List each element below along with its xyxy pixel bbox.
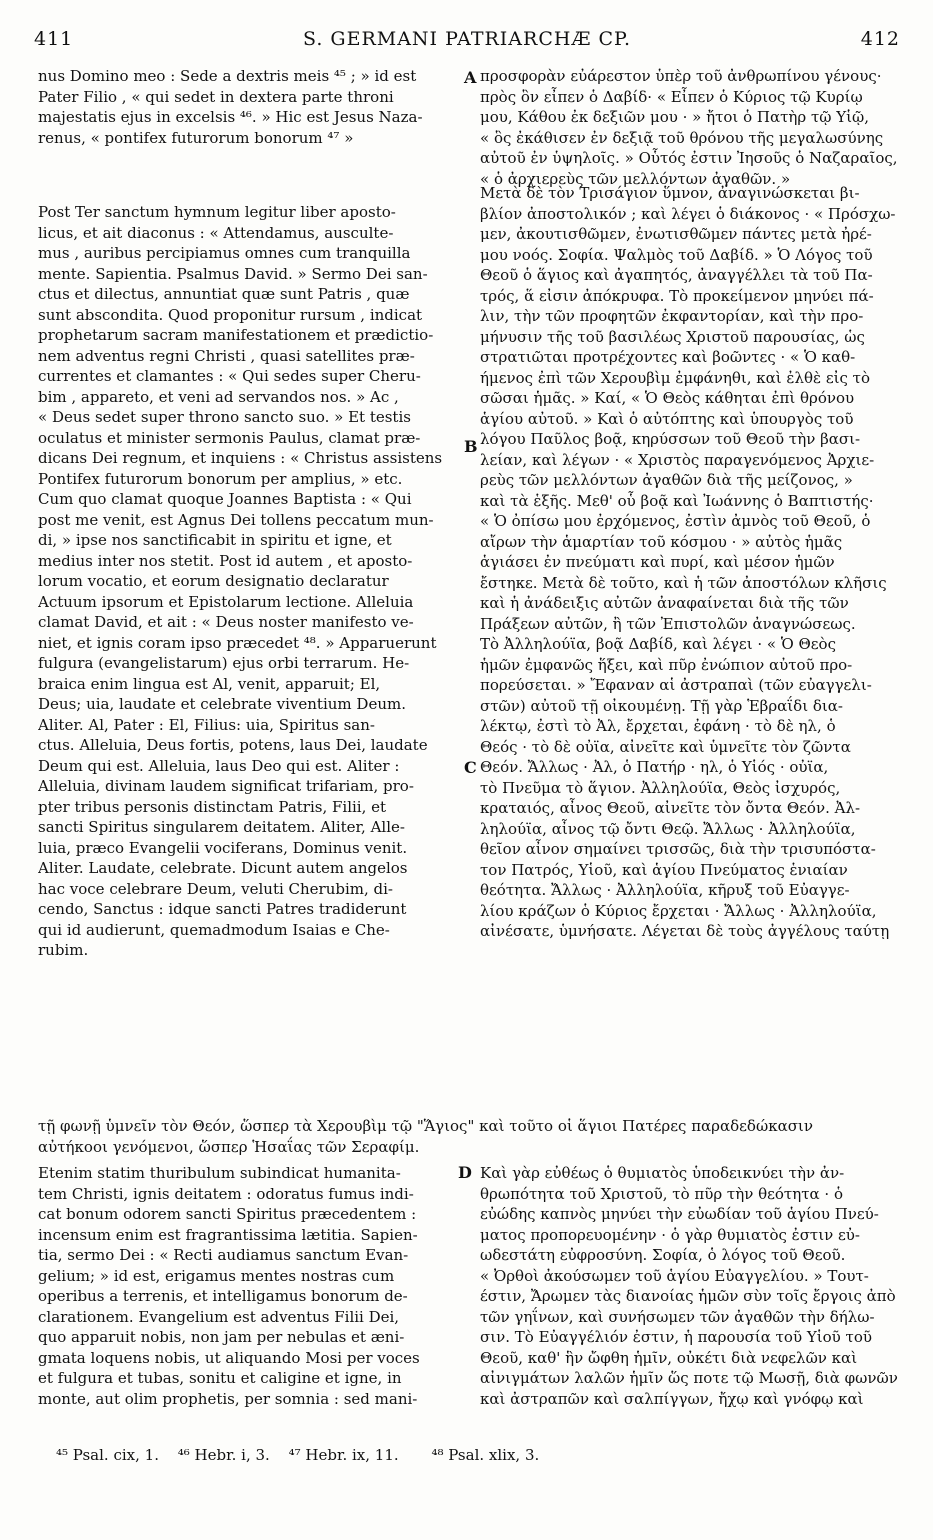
- margin-marker-a: A: [464, 68, 477, 87]
- text-line: Πράξεων αὐτῶν, ἢ τῶν Ἐπιστολῶν ἀναγνώσεως.: [480, 614, 856, 633]
- text-line: hac voce celebrare Deum, veluti Cherubim, di-: [38, 879, 394, 898]
- text-line: αἰνέσατε, ὑμνήσατε. Λέγεται δὲ τοὺς ἀγγέλους ταύτῃ: [480, 922, 890, 940]
- text-line: Post Ter sanctum hymnum legitur liber aposto-: [38, 203, 396, 221]
- text-line: niet, et ignis coram ipso præcedet ⁴⁸. » Apparuerunt: [38, 633, 437, 652]
- text-line: θεότητα. Ἄλλως · Ἀλληλούϊα, κῆρυξ τοῦ Εὐαγγε-: [480, 881, 850, 899]
- text-line: mente. Sapientia. Psalmus David. » Sermo Dei san-: [38, 264, 428, 283]
- footnote-47: ⁴⁷ Hebr. ix, 11.: [288, 1446, 399, 1464]
- text-line: ματος προπορευομένην · ὁ γὰρ θυμιατὸς ἐστιν εὐ-: [480, 1225, 860, 1244]
- text-line: καὶ τὰ ἑξῆς. Μεθ' οὗ βοᾷ καὶ Ἰωάννης ὁ Βαπτιστής·: [480, 491, 874, 510]
- margin-marker-d: D: [458, 1163, 472, 1182]
- text-line: λείαν, καὶ λέγων · « Χριστὸς παραγενόμενος Ἀρχιε-: [480, 450, 875, 469]
- latin-column-top: [38, 66, 458, 148]
- text-line: πρὸς ὃν εἶπεν ὁ Δαβίδ· « Εἶπεν ὁ Κύριος τῷ Κυρίῳ: [480, 87, 863, 106]
- text-line: Actuum ipsorum et Epistolarum lectione. Alleluia: [38, 592, 414, 611]
- text-line: ctus et dilectus, annuntiat quæ sunt Patris , quæ: [38, 285, 410, 303]
- text-line: Pater Filio , « qui sedet in dextera parte throni: [38, 87, 394, 106]
- text-line: προσφορὰν εὐάρεστον ὑπὲρ τοῦ ἀνθρωπίνου γένους·: [480, 67, 882, 85]
- text-line: nus Domino meo : Sede a dextris meis ⁴⁵ ; » id est: [38, 67, 417, 85]
- text-line: gmata loquens nobis, ut aliquando Mosi per voces: [38, 1348, 420, 1367]
- text-line: ήμενος ἐπὶ τῶν Χερουβὶμ ἐμφάνηθι, καὶ ἐλθὲ εἰς τὸ: [480, 368, 870, 387]
- text-line: currentes et clamantes : « Qui sedes super Cheru-: [38, 367, 421, 385]
- latin-column-bottom: [38, 1163, 458, 1409]
- text-line: ctus. Alleluia, Deus fortis, potens, laus Dei, laudate: [38, 736, 428, 754]
- text-line: Θεός · τὸ δὲ οὐϊα, αἰνεῖτε καὶ ὑμνεῖτε τὸν ζῶντα: [480, 737, 851, 756]
- footnote-48: ⁴⁸ Psal. xlix, 3.: [431, 1446, 540, 1464]
- text-line: σῶσαι ἡμᾶς. » Καί, « Ὁ Θεὸς κάθηται ἐπὶ θρόνου: [480, 389, 855, 407]
- text-line: quo apparuit nobis, non jam per nebulas et æni-: [38, 1328, 405, 1346]
- text-line: βλίον ἀποστολικόν ; καὶ λέγει ὁ διάκονος · « Πρόσχω-: [480, 204, 896, 223]
- text-line: gelium; » id est, erigamus mentes nostras cum: [38, 1266, 395, 1285]
- text-line: Alleluia, divinam laudem significat trifariam, pro-: [38, 777, 414, 795]
- text-line: ἡμῶν ἐμφανῶς ἥξει, καὶ πῦρ ἐνώπιον αὐτοῦ προ-: [480, 655, 853, 674]
- text-line: έστιν, Ἄρωμεν τὰς διανοίας ἡμῶν σὺν τοῖς ἔργοις ἀπὸ: [480, 1287, 896, 1305]
- text-line: λίου κράζων ὁ Κύριος ἔρχεται · Ἄλλως · Ἀλληλούϊα,: [480, 901, 877, 920]
- text-line: pter tribus personis distinctam Patris, Filii, et: [38, 797, 387, 816]
- text-line: et fulgura et tubas, sonitu et caligine et igne, in: [38, 1369, 402, 1387]
- text-line: mus , auribus percipiamus omnes cum tranquilla: [38, 244, 411, 262]
- text-line: λόγου Παῦλος βοᾷ, κηρύσσων τοῦ Θεοῦ τὴν βασι-: [480, 430, 861, 448]
- text-line: αἴρων τὴν ἁμαρτίαν τοῦ κόσμου · » αὐτὸς ἡμᾶς: [480, 532, 843, 551]
- page-title: S. GERMANI PATRIARCHÆ CP.: [302, 28, 632, 50]
- footnote-46: ⁴⁶ Hebr. i, 3.: [177, 1446, 270, 1464]
- text-line: Τὸ Ἀλληλούϊα, βοᾷ Δαβίδ, καὶ λέγει · « Ὁ Θεὸς: [480, 635, 836, 653]
- text-line: clamat David, et ait : « Deus noster manifesto ve-: [38, 613, 414, 631]
- text-line: λιν, τὴν τῶν προφητῶν ἐκφαντορίαν, καὶ τὴν προ-: [480, 307, 864, 325]
- text-line: renus, « pontifex futurorum bonorum ⁴⁷ »: [38, 128, 354, 147]
- text-line: sancti Spiritus singularem deitatem. Aliter, Alle-: [38, 818, 405, 836]
- text-line: oculatus et minister sermonis Paulus, clamat præ-: [38, 428, 421, 447]
- text-line: bim , appareto, et veni ad servandos nos. » Ac ,: [38, 387, 399, 406]
- text-line: « Ὁ ὀπίσω μου ἐρχόμενος, ἐστὶν ἀμνὸς τοῦ Θεοῦ, ὁ: [480, 512, 871, 530]
- text-line: « Ὀρθοὶ ἀκούσωμεν τοῦ ἁγίου Εὐαγγελίου. » Τουτ-: [480, 1266, 869, 1285]
- text-line: τὸ Πνεῦμα τὸ ἅγιον. Ἀλληλούϊα, Θεὸς ἰσχυρός,: [480, 778, 841, 797]
- greek-column-middle: [480, 183, 898, 942]
- text-line: luia, præco Evangelii vociferans, Dominus venit.: [38, 838, 408, 857]
- page-number-left: 411: [34, 28, 74, 50]
- text-line: sunt abscondita. Quod proponitur rursum , indicat: [38, 305, 423, 324]
- text-line: Θεοῦ ὁ ἅγιος καὶ ἀγαπητός, ἀναγγέλλει τὰ τοῦ Πα-: [480, 266, 873, 284]
- text-line: αἰνιγμάτων λαλῶν ἡμῖν ὥς ποτε τῷ Μωσῇ, διὰ φωνῶν: [480, 1369, 898, 1387]
- text-line: incensum enim est fragrantissima lætitia. Sapien-: [38, 1225, 418, 1244]
- text-line: clarationem. Evangelium est adventus Filii Dei,: [38, 1307, 400, 1326]
- text-line: μεν, ἀκουτισθῶμεν, ἐνωτισθῶμεν πάντες μετὰ ἠρέ-: [480, 225, 872, 243]
- text-line: ωδεστάτη εὐφροσύνη. Σοφία, ὁ λόγος τοῦ Θεοῦ.: [480, 1246, 846, 1264]
- spanning-greek-line-1: τῇ φωνῇ ὑμνεῖν τὸν Θεόν, ὥσπερ τὰ Χερουβὶμ τῷ "Ἅγιος" καὶ τοῦτο οἱ ἅγιοι Πατέρες παραδεδώκασιν: [38, 1117, 813, 1135]
- text-line: ἁγίου αὐτοῦ. » Καὶ ὁ αὐτόπτης καὶ ὑπουργὸς τοῦ: [480, 409, 854, 428]
- text-line: rubim.: [38, 941, 89, 959]
- text-line: operibus a terrenis, et intelligamus bonorum de-: [38, 1287, 408, 1305]
- page-number-right: 412: [860, 28, 900, 50]
- text-line: Θεοῦ, καθ' ἣν ὤφθη ἡμῖν, οὐκέτι διὰ νεφελῶν καὶ: [480, 1348, 858, 1367]
- text-line: εὐώδης καπνὸς μηνύει τὴν εὐωδίαν τοῦ ἁγίου Πνεύ-: [480, 1205, 879, 1223]
- text-line: θρωπότητα τοῦ Χριστοῦ, τὸ πῦρ τὴν θεότητα · ὁ: [480, 1184, 843, 1203]
- text-line: Aliter. Al, Pater : El, Filius: uia, Spiritus san-: [38, 715, 375, 734]
- text-line: πορεύσεται. » Ἔφαναν αἱ ἀστραπαὶ (τῶν εὐαγγελι-: [480, 676, 872, 694]
- text-line: Pontifex futurorum bonorum per amplius, » etc.: [38, 469, 403, 488]
- greek-column-bottom: [480, 1163, 898, 1409]
- text-line: καὶ ἡ ἀνάδειξις αὐτῶν ἀναφαίνεται διὰ τῆς τῶν: [480, 594, 849, 612]
- text-line: Deum qui est. Alleluia, laus Deo qui est. Aliter :: [38, 756, 400, 775]
- text-line: nem adventus regni Christi , quasi satellites præ-: [38, 346, 415, 365]
- margin-marker-c: C: [464, 758, 477, 777]
- text-line: dicans Dei regnum, et inquiens : « Christus assistens: [38, 449, 443, 467]
- text-line: tia, sermo Dei : « Recti audiamus sanctum Evan-: [38, 1246, 409, 1264]
- text-line: Deus; uia, laudate et celebrate viventium Deum.: [38, 695, 406, 713]
- text-line: ληλούϊα, αἶνος τῷ ὄντι Θεῷ. Ἄλλως · Ἀλληλούϊα,: [480, 819, 856, 838]
- text-line: λέκτῳ, ἐστὶ τὸ Ἀλ, ἔρχεται, ἐφάνη · τὸ δὲ ηλ, ὁ: [480, 717, 836, 735]
- text-line: ἁγιάσει ἐν πνεύματι καὶ πυρί, καὶ μέσον ἡμῶν: [480, 553, 835, 571]
- text-line: monte, aut olim prophetis, per somnia : sed mani-: [38, 1389, 418, 1408]
- text-line: Cum quo clamat quoque Joannes Baptista : « Qui: [38, 490, 412, 508]
- text-line: αὐτοῦ ἐν ὑψηλοῖς. » Οὗτός ἐστιν Ἰησοῦς ὁ Ναζαραῖος,: [480, 149, 898, 167]
- latin-column-middle: [38, 202, 458, 961]
- text-line: τρός, ἅ εἰσιν ἀπόκρυφα. Τὸ προκείμενον μηνύει πά-: [480, 286, 874, 305]
- text-line: licus, et ait diaconus : « Attendamus, ausculte-: [38, 223, 394, 242]
- text-line: majestatis ejus in excelsis ⁴⁶. » Hic est Jesus Naza-: [38, 108, 423, 126]
- text-line: στρατιῶται προτρέχοντες καὶ βοῶντες · « Ὁ καθ-: [480, 348, 856, 366]
- text-line: καὶ ἀστραπῶν καὶ σαλπίγγων, ἤχῳ καὶ γνόφῳ καὶ: [480, 1389, 864, 1408]
- text-line: τῶν γηΐνων, καὶ συνήσωμεν τῶν ἀγαθῶν τὴν δήλω-: [480, 1307, 875, 1326]
- margin-marker-b: B: [464, 437, 478, 456]
- text-line: Μετὰ δὲ τὸν Τρισάγιον ὕμνον, ἀναγινώσκεται βι-: [480, 184, 860, 202]
- text-line: τον Πατρός, Υἱοῦ, καὶ ἁγίου Πνεύματος ἑνιαίαν: [480, 860, 848, 879]
- text-line: ἔστηκε. Μετὰ δὲ τοῦτο, καὶ ἡ τῶν ἀποστόλων κλῆσις: [480, 573, 887, 592]
- text-line: di, » ipse nos sanctificabit in spiritu et igne, et: [38, 531, 392, 549]
- text-line: « ὁ ἀρχιερεὺς τῶν μελλόντων ἀγαθῶν. »: [480, 169, 791, 188]
- text-line: μου νοός. Σοφία. Ψαλμὸς τοῦ Δαβίδ. » Ὁ Λόγος τοῦ: [480, 245, 873, 264]
- running-header: [34, 28, 900, 58]
- footnote-45: ⁴⁵ Psal. cix, 1.: [56, 1446, 159, 1464]
- text-line: ρεὺς τῶν μελλόντων ἀγαθῶν διὰ τῆς μείζονος, »: [480, 471, 853, 489]
- text-line: Θεόν. Ἄλλως · Ἀλ, ὁ Πατήρ · ηλ, ὁ Υἱός · οὐϊα,: [480, 758, 829, 776]
- text-line: « ὃς ἐκάθισεν ἐν δεξιᾷ τοῦ θρόνου τῆς μεγαλωσύνης: [480, 128, 884, 147]
- text-line: σιν. Τὸ Εὐαγγέλιόν ἐστιν, ἡ παρουσία τοῦ Υἱοῦ τοῦ: [480, 1328, 872, 1346]
- text-line: Καὶ γὰρ εὐθέως ὁ θυμιατὸς ὑποδεικνύει τὴν ἀν-: [480, 1164, 845, 1182]
- text-line: Etenim statim thuribulum subindicat humanita-: [38, 1164, 401, 1182]
- spanning-greek-line-2: αὐτήκοοι γενόμενοι, ὥσπερ Ἡσαΐας τῶν Σεραφίμ.: [38, 1138, 420, 1156]
- text-line: prophetarum sacram manifestationem et prædictio-: [38, 326, 434, 344]
- text-line: μήνυσιν τῆς τοῦ βασιλέως Χριστοῦ παρουσίας, ὡς: [480, 327, 865, 346]
- text-line: θεῖον αἶνον σημαίνει τρισσῶς, διὰ τὴν τρισυπόστα-: [480, 840, 876, 858]
- text-line: cat bonum odorem sancti Spiritus præcedentem :: [38, 1205, 417, 1223]
- text-line: braica enim lingua est Al, venit, apparuit; El,: [38, 674, 381, 693]
- text-line: κραταιός, αἶνος Θεοῦ, αἰνεῖτε τὸν ὄντα Θεόν. Ἀλ-: [480, 799, 861, 817]
- text-line: medius inter nos stetit. Post id autem , et aposto-: [38, 551, 413, 570]
- text-line: post me venit, est Agnus Dei tollens peccatum mun-: [38, 510, 434, 529]
- text-line: « Deus sedet super throno sancto suo. » Et testis: [38, 408, 411, 426]
- text-line: μου, Κάθου ἐκ δεξιῶν μου · » ἤτοι ὁ Πατὴρ τῷ Υἱῷ,: [480, 108, 870, 126]
- text-line: lorum vocatio, et eorum designatio declaratur: [38, 572, 389, 590]
- text-line: tem Christi, ignis deitatem : odoratus fumus indi-: [38, 1184, 414, 1203]
- text-line: fulgura (evangelistarum) ejus orbi terrarum. He-: [38, 654, 410, 672]
- text-line: cendo, Sanctus : idque sancti Patres tradiderunt: [38, 900, 407, 918]
- footnotes: [56, 1446, 896, 1464]
- text-line: στῶν) αὐτοῦ τῇ οἰκουμένῃ. Τῇ γὰρ Ἑβραΐδι δια-: [480, 696, 843, 715]
- greek-column-top: [480, 66, 898, 189]
- text-line: qui id audierunt, quemadmodum Isaias e Che-: [38, 920, 390, 939]
- text-line: Aliter. Laudate, celebrate. Dicunt autem angelos: [38, 859, 408, 877]
